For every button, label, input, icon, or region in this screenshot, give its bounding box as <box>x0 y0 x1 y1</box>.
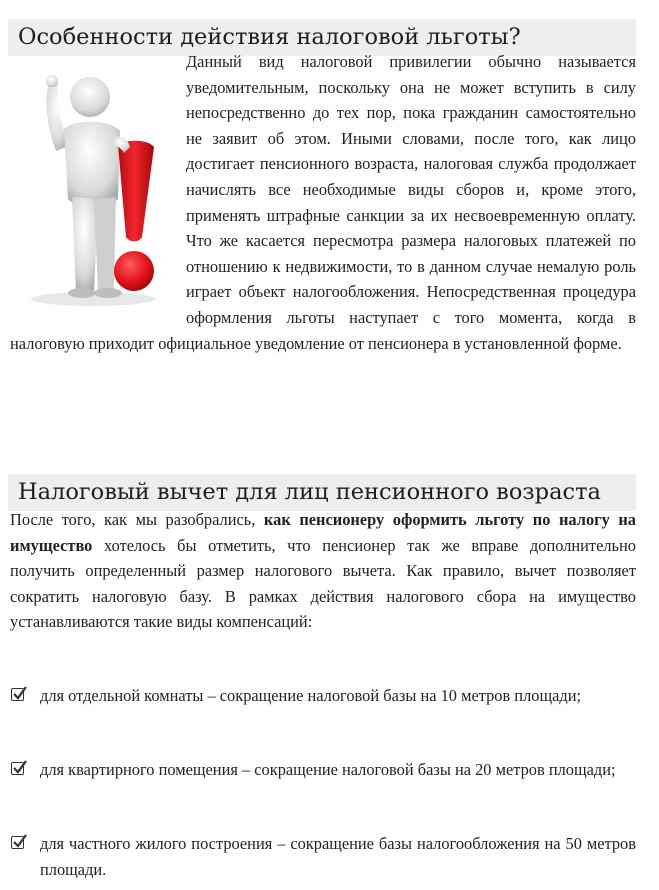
section-heading-tax-benefit: Особенности действия налоговой льготы? <box>8 19 636 56</box>
list-item <box>10 683 636 709</box>
checkbox-checked-icon <box>11 762 24 775</box>
bold-link-phrase: как пенсионеру оформить льготу по налогу на имущество <box>10 510 636 555</box>
list-item-text: для частного жилого построения – сокращение базы налогообложения на 50 метров площади. <box>40 834 636 879</box>
list-item-text: для отдельной комнаты – сокращение налоговой базы на 10 метров площади; <box>40 686 582 705</box>
person-exclamation-icon <box>18 59 168 309</box>
list-item <box>10 831 636 882</box>
paragraph-rest-text: хотелось бы отметить, что пенсионер так же вправе дополнительно получить определенный размер налогового вычета. Как правило, вычет позволяет сократить налоговую базу. В рамках действия налогового сбора на имущество устанавливаются такие виды компенсаций: <box>10 535 636 632</box>
list-item <box>10 757 636 783</box>
list-item-text: для квартирного помещения – сокращение налоговой базы на 20 метров площади; <box>40 760 616 779</box>
tax-benefit-paragraph <box>10 49 636 356</box>
section-heading-tax-deduction: Налоговый вычет для лиц пенсионного возраста <box>8 474 636 511</box>
checkbox-checked-icon <box>11 688 24 701</box>
tax-deduction-paragraph <box>10 507 636 635</box>
figure-with-exclamation-illustration <box>10 49 186 313</box>
paragraph-intro-text: После того, как мы разобрались, <box>10 510 264 529</box>
checkbox-checked-icon <box>11 836 24 849</box>
tax-benefit-text: Данный вид налоговой привилегии обычно называется уведомительным, поскольку она не может вступить в силу непосредственно до тех пор, пока гражданин самостоятельно не заявит об этом. Иными словами, после того, как лицо достигает пенсионного возраста, налоговая служба продолжает начислять все необходимые виды сборов и, кроме этого, применять штрафные санкции за их несвоевременную оплату. Что же касается пересмотра размера налоговых платежей по отношению к недвижимости, то в данном случае немалую роль играет объект налогообложения. Непосредственная процедура оформления льготы наступает с того момента, когда в налоговую приходит официальное уведомление от пенсионера в установленной форме. <box>10 52 636 353</box>
